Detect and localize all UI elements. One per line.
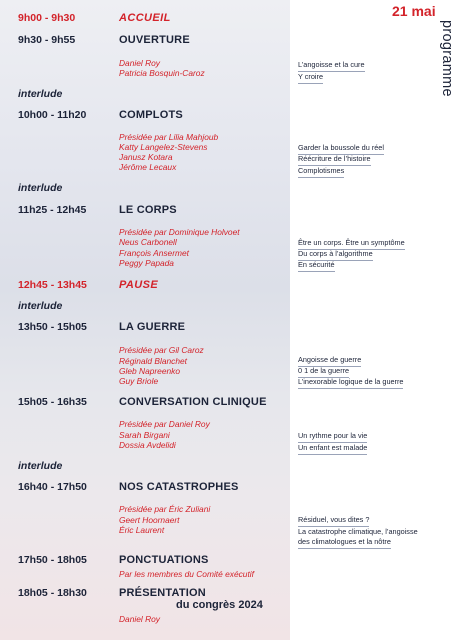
talk-title: Résiduel, vous dites ?	[298, 515, 369, 527]
speaker: Sarah Birgani	[119, 430, 170, 440]
interlude-label: interlude	[18, 300, 63, 312]
talk-title: Complotismes	[298, 166, 344, 178]
session-title-line2: du congrès 2024	[176, 599, 263, 611]
speaker: Guy Briole	[119, 376, 159, 386]
session-title: OUVERTURE	[119, 34, 190, 46]
talk-title: La catastrophe climatique, l’angoisse	[298, 527, 418, 536]
session-time: 9h30 - 9h55	[18, 34, 76, 46]
session-chair: Présidée par Daniel Roy	[119, 419, 210, 429]
session-chair: Présidée par Lilia Mahjoub	[119, 132, 219, 142]
speaker: Peggy Papada	[119, 258, 174, 268]
talk-title: Réécriture de l’histoire	[298, 154, 371, 166]
session-time: 15h05 - 16h35	[18, 396, 87, 408]
session-title: PRÉSENTATION	[119, 587, 206, 599]
session-title: LE CORPS	[119, 204, 177, 216]
talk-title-continued: des climatologues et la nôtre	[298, 537, 391, 549]
talk-title: Y croire	[298, 72, 323, 84]
talk-title: 0 1 de la guerre	[298, 366, 349, 378]
session-time: 9h00 - 9h30	[18, 12, 76, 24]
session-chair: Présidée par Éric Zuliani	[119, 504, 211, 514]
interlude-label: interlude	[18, 460, 63, 472]
speaker: Katty Langelez-Stevens	[119, 142, 208, 152]
programme-label: programme	[439, 20, 455, 97]
speaker: Patricia Bosquin-Caroz	[119, 68, 205, 78]
talk-title: L’angoisse et la cure	[298, 60, 365, 72]
session-title: NOS CATASTROPHES	[119, 481, 239, 493]
session-title: LA GUERRE	[119, 321, 186, 333]
session-chair: Présidée par Gil Caroz	[119, 345, 204, 355]
session-time: 17h50 - 18h05	[18, 554, 87, 566]
speaker: Jérôme Lecaux	[119, 162, 177, 172]
event-date: 21 mai	[392, 3, 436, 19]
speaker: Geert Hoornaert	[119, 515, 180, 525]
interlude-label: interlude	[18, 182, 63, 194]
session-chair: Présidée par Dominique Holvoet	[119, 227, 240, 237]
talk-title: En sécurité	[298, 260, 335, 272]
talk-title: Angoisse de guerre	[298, 355, 361, 367]
talk-title: Garder la boussole du réel	[298, 143, 384, 155]
talk-title: Du corps à l’algorithme	[298, 249, 373, 261]
speaker: Dossia Avdelidi	[119, 440, 176, 450]
talk-title: Être un corps. Être un symptôme	[298, 238, 405, 250]
speaker: Éric Laurent	[119, 525, 165, 535]
session-title: PONCTUATIONS	[119, 554, 209, 566]
session-time: 13h50 - 15h05	[18, 321, 87, 333]
speaker: Réginald Blanchet	[119, 356, 187, 366]
talk-title: L’inexorable logique de la guerre	[298, 377, 403, 389]
speaker: Janusz Kotara	[119, 152, 173, 162]
session-title: COMPLOTS	[119, 109, 183, 121]
speaker: Daniel Roy	[119, 614, 160, 624]
talk-title: Un rythme pour la vie	[298, 431, 367, 443]
talk-title: Un enfant est malade	[298, 443, 367, 455]
session-time: 10h00 - 11h20	[18, 109, 87, 121]
session-title: ACCUEIL	[119, 12, 171, 24]
session-title: PAUSE	[119, 279, 159, 291]
interlude-label: interlude	[18, 88, 63, 100]
session-time: 16h40 - 17h50	[18, 481, 87, 493]
session-time: 18h05 - 18h30	[18, 587, 87, 599]
session-time: 12h45 - 13h45	[18, 279, 87, 291]
speaker: François Ansermet	[119, 248, 189, 258]
session-time: 11h25 - 12h45	[18, 204, 87, 216]
session-title: CONVERSATION CLINIQUE	[119, 396, 267, 408]
speaker: Gleb Napreenko	[119, 366, 180, 376]
speaker: Neus Carbonell	[119, 237, 177, 247]
speaker: Par les membres du Comité exécutif	[119, 569, 254, 579]
speaker: Daniel Roy	[119, 58, 160, 68]
